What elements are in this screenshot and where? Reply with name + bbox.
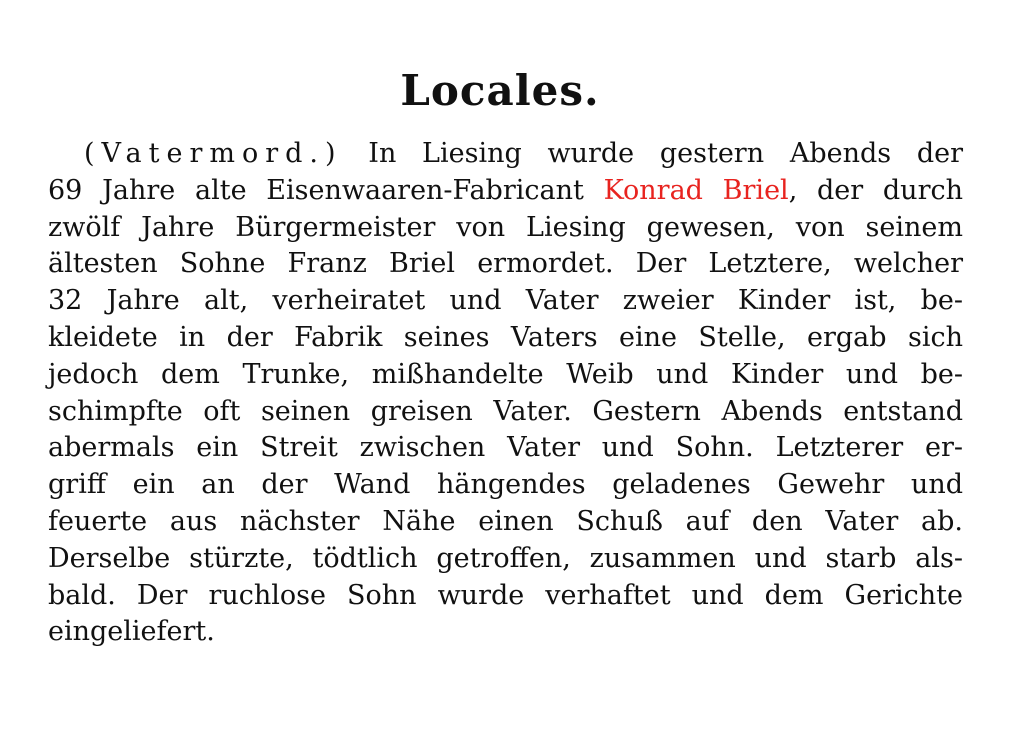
article-line-6: kleidete in der Fabrik seines Vaters eine Stelle, ergab sich (48, 321, 963, 353)
article-body (48, 136, 963, 651)
article-line-8: schimpfte oft seinen greisen Vater. Gestern Abends entstand (48, 395, 963, 427)
article-line-5: 32 Jahre alt, verheiratet und Vater zweier Kinder ist, be- (48, 285, 963, 317)
section-heading: Locales. (400, 66, 600, 115)
article-line-2 (48, 173, 963, 210)
article-line-12: Derselbe stürzte, tödtlich getroffen, zusammen und starb als- (48, 542, 963, 574)
article-line-7: jedoch dem Trunke, mißhandelte Weib und Kinder und be- (48, 358, 963, 390)
article-line-1 (48, 136, 963, 173)
highlighted-name: Konrad Briel (603, 174, 789, 206)
article-line-13: bald. Der ruchlose Sohn wurde verhaftet und dem Gerichte (48, 579, 963, 611)
article-line-3: zwölf Jahre Bürgermeister von Liesing gewesen, von seinem (48, 211, 963, 243)
article-line-11: feuerte aus nächster Nähe einen Schuß auf den Vater ab. (48, 505, 963, 537)
article-line-1-text: In Liesing wurde gestern Abends der (368, 138, 963, 169)
article-line-2-text-before: 69 Jahre alte Eisenwaaren-Fabricant (48, 174, 584, 206)
article-line-10: griff ein an der Wand hängendes geladenes Gewehr und (48, 469, 963, 501)
article-line-4: ältesten Sohne Franz Briel ermordet. Der Letztere, welcher (48, 248, 963, 280)
article-kicker: (Vatermord.) (84, 138, 343, 169)
article-line-2-text-after: , der durch (788, 174, 963, 206)
article-line-9: abermals ein Streit zwischen Vater und Sohn. Letzterer er- (48, 432, 963, 464)
article-line-14: eingeliefert. (48, 616, 215, 648)
